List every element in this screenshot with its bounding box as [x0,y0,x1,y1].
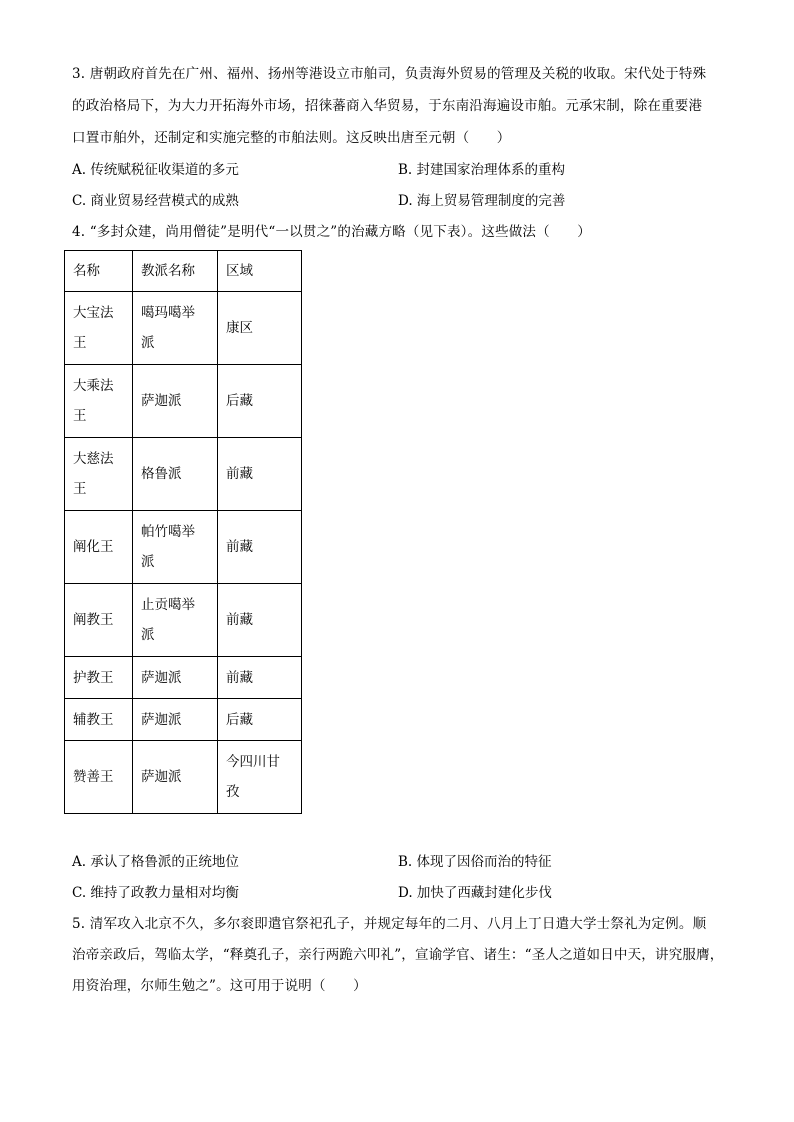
table-cell: 帕竹噶举派 [141,524,195,570]
table-row [65,657,302,699]
table-cell: 康区 [218,292,302,365]
table-cell: 止贡噶举派 [141,597,195,643]
q4-option-c[interactable]: C. 维持了政教力量相对均衡 [72,885,239,901]
table-cell: 前藏 [218,657,302,699]
table-cell: 萨迦派 [133,741,218,814]
table-row [65,292,302,365]
table-row [65,584,302,657]
q3-stem-line-3: 口置市舶外，还制定和实施完整的市舶法则。这反映出唐至元朝（ ） [72,130,511,146]
table-header-cell: 区域 [218,251,302,292]
table-cell: 格鲁派 [133,438,218,511]
q3-option-a[interactable]: A. 传统赋税征收渠道的多元 [72,162,239,178]
q4-option-d[interactable]: D. 加快了西藏封建化步伐 [398,885,552,901]
table-cell: 辅教王 [65,699,133,741]
table-cell: 萨迦派 [133,657,218,699]
q4-stem: 4. “多封众建，尚用僧徒”是明代“一以贯之”的治藏方略（见下表）。这些做法（ ） [72,224,591,240]
q5-stem-line-1: 5. 清军攻入北京不久，多尔衮即遣官祭祀孔子，并规定每年的二月、八月上丁日遣大学士祭礼为定例。顺 [72,916,707,932]
tibet-titles-table [64,250,302,814]
table-cell: 后藏 [218,699,302,741]
table-row [65,699,302,741]
table-cell: 赞善王 [65,741,133,814]
table-cell: 噶玛噶举派 [141,305,195,351]
table-cell: 阐化王 [65,511,133,584]
table-cell: 前藏 [218,584,302,657]
table-cell: 大宝法王 [73,305,114,351]
table-cell: 萨迦派 [133,699,218,741]
table-header-cell: 名称 [65,251,133,292]
table-cell: 阐教王 [65,584,133,657]
table-cell: 大乘法王 [73,378,114,424]
q5-stem-line-2: 治帝亲政后，驾临太学，“释奠孔子，亲行两跪六叩礼”，宣谕学官、诸生：“圣人之道如日中天，讲究服膺， [72,947,724,963]
q3-option-c[interactable]: C. 商业贸易经营模式的成熟 [72,193,239,209]
q3-option-b[interactable]: B. 封建国家治理体系的重构 [398,162,566,178]
table-row [65,511,302,584]
table-cell: 大慈法王 [73,451,114,497]
q3-stem-line-1: 3. 唐朝政府首先在广州、福州、扬州等港设立市舶司，负责海外贸易的管理及关税的收取。宋代处于特殊 [72,66,707,82]
table-row [65,365,302,438]
table-row [65,438,302,511]
table-header-cell: 教派名称 [133,251,218,292]
q4-option-a[interactable]: A. 承认了格鲁派的正统地位 [72,854,239,870]
q4-option-b[interactable]: B. 体现了因俗而治的特征 [398,854,552,870]
table-cell: 萨迦派 [133,365,218,438]
q3-option-d[interactable]: D. 海上贸易管理制度的完善 [398,193,566,209]
table-cell: 护教王 [65,657,133,699]
table-cell: 今四川甘孜 [226,754,280,800]
table-header-row [65,251,302,292]
q3-stem-line-2: 的政治格局下，为大力开拓海外市场，招徕蕃商入华贸易，于东南沿海遍设市舶。元承宋制，除在重要港 [72,98,703,114]
table-row [65,741,302,814]
table-cell: 后藏 [218,365,302,438]
table-cell: 前藏 [218,438,302,511]
q5-stem-line-3: 用资治理，尔师生勉之”。这可用于说明（ ） [72,978,367,994]
table-cell: 前藏 [218,511,302,584]
